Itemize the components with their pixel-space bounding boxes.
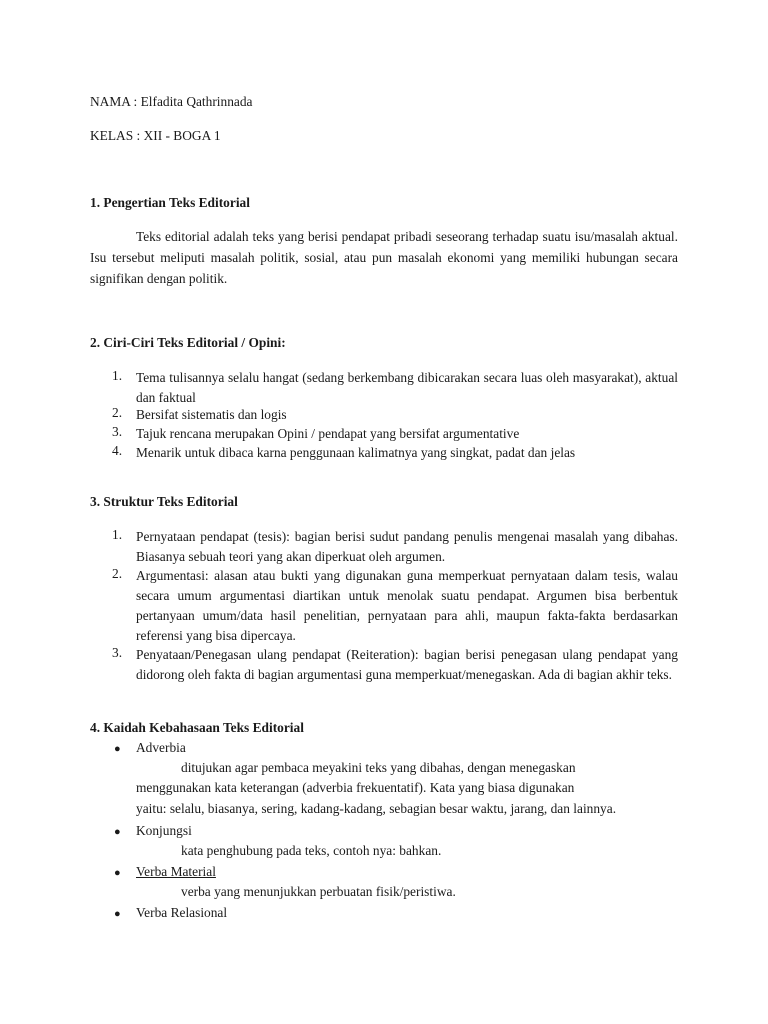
bullet-icon: ● [114, 826, 121, 838]
list-number: 2. [112, 405, 123, 420]
student-class: KELAS : XII - BOGA 1 [90, 128, 221, 143]
verba-material-label: Verba Material [136, 864, 216, 879]
verba-relasional-label: Verba Relasional [136, 905, 228, 920]
list-number: 4. [112, 443, 123, 458]
verba-material-desc: verba yang menunjukkan perbuatan fisik/peristiwa. [181, 884, 456, 899]
list-number: 1. [112, 527, 123, 542]
list-item: Tema tulisannya selalu hangat (sedang berkembang dibicarakan secara luas oleh masyarakat), aktual dan faktual [136, 370, 678, 405]
section3-title: 3. Struktur Teks Editorial [90, 494, 238, 509]
list-item: Tajuk rencana merupakan Opini / pendapat yang bersifat argumentative [136, 426, 520, 441]
section2-title: 2. Ciri-Ciri Teks Editorial / Opini: [90, 335, 286, 350]
section4-title: 4. Kaidah Kebahasaan Teks Editorial [90, 720, 304, 735]
bullet-icon: ● [114, 867, 121, 879]
list-item: Argumentasi: alasan atau bukti yang digunakan guna memperkuat pernyataan dalam tesis, walau secara umum argumentasi diartikan untuk menolak suatu pendapat. Argumen bisa berbentuk pertanyaan umum/data hasil penelitian, pernyataan para ahli, maupun fakta-fakta berdasarkan referensi yang bisa dipercaya. [136, 568, 678, 643]
list-item: Bersifat sistematis dan logis [136, 407, 287, 422]
student-name: NAMA : Elfadita Qathrinnada [90, 94, 253, 109]
adverbia-desc-line2: menggunakan kata keterangan (adverbia frekuentatif). Kata yang biasa digunakan [136, 780, 575, 795]
list-item: Menarik untuk dibaca karna penggunaan kalimatnya yang singkat, padat dan jelas [136, 445, 576, 460]
adverbia-desc-line3: yaitu: selalu, biasanya, sering, kadang-kadang, sebagian besar waktu, jarang, dan lainnya. [136, 801, 617, 816]
adverbia-label: Adverbia [136, 740, 186, 755]
konjungsi-desc: kata penghubung pada teks, contoh nya: bahkan. [181, 843, 442, 858]
bullet-icon: ● [114, 908, 121, 920]
adverbia-desc-line1: ditujukan agar pembaca meyakini teks yang dibahas, dengan menegaskan [181, 760, 576, 775]
list-number: 2. [112, 566, 123, 581]
section1-title: 1. Pengertian Teks Editorial [90, 195, 250, 210]
konjungsi-label: Konjungsi [136, 823, 192, 838]
list-number: 3. [112, 645, 123, 660]
section1-paragraph: Teks editorial adalah teks yang berisi pendapat pribadi seseorang terhadap suatu isu/masalah aktual. Isu tersebut meliputi masalah politik, sosial, atau pun masalah ekonomi yang memiliki hubungan secara signifikan dengan politik. [90, 229, 678, 286]
list-number: 1. [112, 368, 123, 383]
bullet-icon: ● [114, 743, 121, 755]
list-item: Penyataan/Penegasan ulang pendapat (Reiteration): bagian berisi penegasan ulang pendapat yang didorong oleh fakta di bagian argumentasi guna memperkuat/menegaskan. Ada di bagian akhir teks. [136, 647, 678, 682]
list-item: Pernyataan pendapat (tesis): bagian berisi sudut pandang penulis mengenai masalah yang dibahas. Biasanya sebuah teori yang akan diperkuat oleh argumen. [136, 529, 678, 564]
list-number: 3. [112, 424, 123, 439]
